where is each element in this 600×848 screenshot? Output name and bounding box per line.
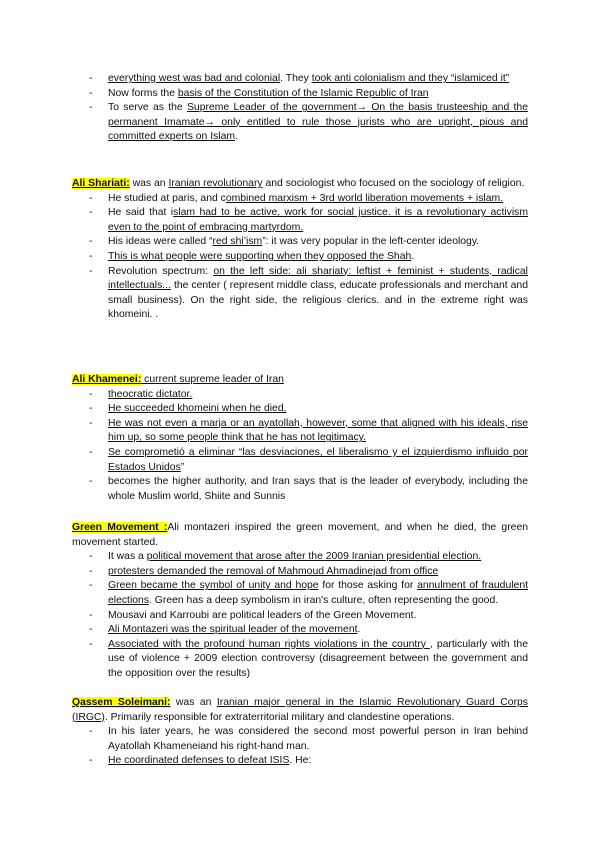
list-item: - Se comprometió a eliminar “las desviaciones, el liberalismo y el izquierdismo influido por Estados Unidos” <box>72 446 528 475</box>
list-item: - He coordinated defenses to defeat ISIS. He: <box>72 754 528 769</box>
list-item: - Associated with the profound human rights violations in the country , particularly with the use of violence + 2009 election controversy (disagreement between the government and the opposition over the results) <box>72 638 528 682</box>
shariati-section <box>72 177 528 323</box>
list-item: - In his later years, he was considered the second most powerful person in Iran behind Ayatollah Khameneiand his right-hand man. <box>72 725 528 754</box>
list-item: - He studied at paris, and combined marxism + 3rd world liberation movements + islam. <box>72 192 528 207</box>
green-heading: Green Movement : <box>72 522 168 533</box>
khamenei-section <box>72 373 528 504</box>
list-item: - He was not even a marja or an ayatollah, however, some that aligned with his ideals, rise him up, so some people think that he has not legitimacy. <box>72 417 528 446</box>
list-item: - Revolution spectrum: on the left side: ali shariaty: leftist + feminist + students, radical intellectuals... the center ( represent middle class, educate professionals and merchant and small business). On the right side, the religious clerics. and in the extreme right was khomeini. . <box>72 265 528 323</box>
khamenei-intro: Ali Khamenei: current supreme leader of Iran <box>72 374 284 385</box>
list-item: - He said that islam had to be active, work for social justice. it is a revolutionary activism even to the point of embracing martyrdom. <box>72 206 528 235</box>
soleimani-section <box>72 696 528 769</box>
list-item: - everything west was bad and colonial. They took anti colonialism and they “islamiced it” <box>72 72 528 87</box>
shariati-heading: Ali Shariati: <box>72 178 130 189</box>
list-item: - Ali Montazeri was the spiritual leader of the movement. <box>72 623 528 638</box>
intro-list <box>72 72 528 145</box>
list-item: - becomes the higher authority, and Iran says that is the leader of everybody, including the whole Muslim world, Shiite and Sunnis <box>72 475 528 504</box>
list-item: - He succeeded khomeini when he died. <box>72 402 528 417</box>
khamenei-heading: Ali Khamenei: <box>72 374 142 385</box>
soleimani-intro: Qassem Soleimani: was an Iranian major general in the Islamic Revolutionary Guard Corps (IRGC). Primarily responsible for extraterritorial military and clandestine operations. <box>72 697 529 723</box>
intro-section <box>72 72 528 145</box>
list-item: - Mousavi and Karroubi are political leaders of the Green Movement. <box>72 609 528 624</box>
green-intro: Green Movement :Ali montazeri inspired the green movement, and when he died, the green movement started. <box>72 522 529 548</box>
shariati-intro: Ali Shariati: was an Iranian revolutionary and sociologist who focused on the sociology of religion. <box>72 178 525 189</box>
list-item: - theocratic dictator. <box>72 388 528 403</box>
shariati-list <box>72 192 528 323</box>
list-item: - His ideas were called “red shi’ism”: it was very popular in the left-center ideology. <box>72 235 528 250</box>
khamenei-list <box>72 388 528 505</box>
soleimani-list <box>72 725 528 769</box>
soleimani-heading: Qassem Soleimani: <box>72 697 171 708</box>
green-movement-section <box>72 521 528 682</box>
list-item: - It was a political movement that arose after the 2009 Iranian presidential election. <box>72 550 528 565</box>
green-list <box>72 550 528 681</box>
list-item: - protesters demanded the removal of Mahmoud Ahmadinejad from office <box>72 565 528 580</box>
list-item: - Now forms the basis of the Constitution of the Islamic Republic of Iran <box>72 87 528 102</box>
list-item: - To serve as the Supreme Leader of the government→ On the basis trusteeship and the permanent Imamate→ only entitled to rule those jurists who are upright, pious and committed experts on Islam. <box>72 101 528 145</box>
list-item: - Green became the symbol of unity and hope for those asking for annulment of fraudulent elections. Green has a deep symbolism in iran's culture, often representing the good. <box>72 579 528 608</box>
list-item: - This is what people were supporting when they opposed the Shah. <box>72 250 528 265</box>
